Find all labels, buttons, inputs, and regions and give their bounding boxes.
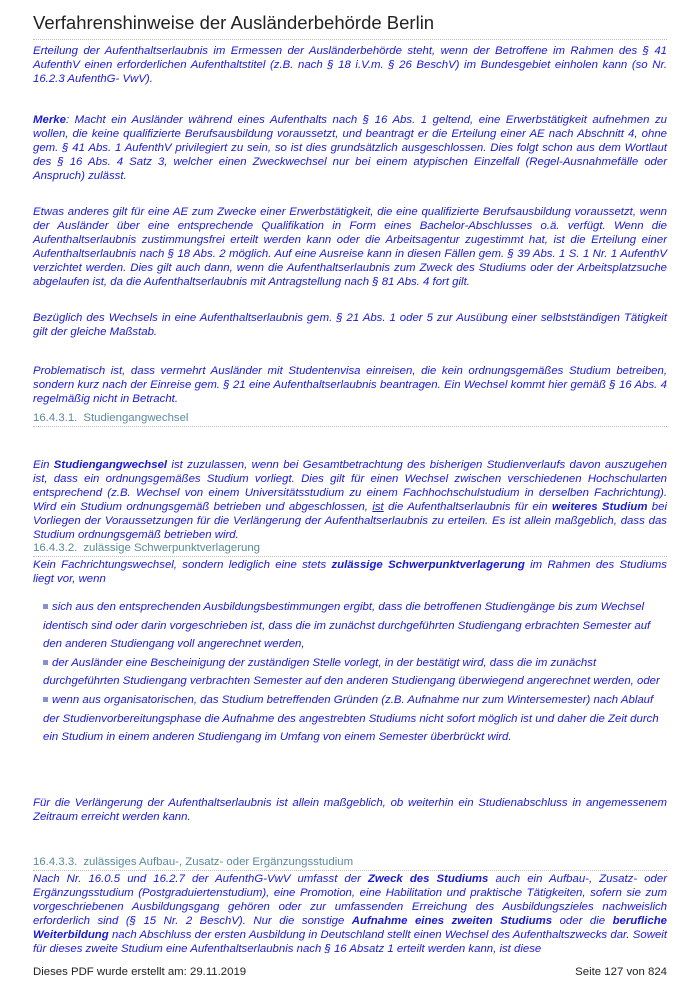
underlined-term: ist xyxy=(372,501,384,514)
bold-term: berufliche Weiterbildung xyxy=(33,915,667,942)
bullet-list xyxy=(43,598,667,747)
list-item xyxy=(43,598,667,654)
section-number: 16.4.3.2. xyxy=(33,542,78,554)
section-heading-16-4-3-3 xyxy=(33,856,667,871)
section-number: 16.4.3.3. xyxy=(33,856,78,868)
list-item-text: sich aus den entsprechenden Ausbildungsbestimmungen ergibt, dass die betroffenen Studiengänge bis zum Wechsel identisch sind oder darin vorgeschrieben ist, dass die im zunächst durchgeführten Studiengang erbrachten Semester auf den anderen Studiengang voll angerechnet werden, xyxy=(43,601,651,651)
paragraph-4: Bezüglich des Wechsels in eine Aufenthaltserlaubnis gem. § 21 Abs. 1 oder 5 zur Ausübung einer selbstständigen Tätigkeit gilt der gleiche Maßstab. xyxy=(33,312,667,339)
text-run: auch ein Aufbau-, Zusatz- oder Ergänzungsstudium (Postgraduiertenstudium), eine Promotion, eine Habilitation und praktische Tätigkeiten, sofern sie zum vorgeschriebenen Ausbildungsgang gehören oder zur umfassenden Erreichung des Ausbildungszieles nachweislich erforderlich sind (§ 15 Nr. 2 BeschV). Nur die sonstige xyxy=(33,873,668,928)
text-run: bei Vorliegen der Voraussetzungen für die Verlängerung der Aufenthaltserlaubnis zu erteilen. Es ist allein maßgeblich, dass das Studium ordnungsgemäß betrieben wird. xyxy=(33,501,667,542)
text-run: oder die xyxy=(552,915,613,928)
merke-label: Merke xyxy=(33,114,66,126)
square-bullet-icon xyxy=(43,697,48,702)
paragraph-5: Problematisch ist, dass vermehrt Ausländer mit Studentenvisa einreisen, die kein ordnungsgemäßes Studium betreiben, sondern kurz nach der Einreise gem. § 21 eine Aufenthaltserlaubnis beantragen. Ein Wechsel kommt hier gemäß § 16 Abs. 4 regelmäßig nicht in Betracht. xyxy=(33,365,667,406)
section-number: 16.4.3.1. xyxy=(33,412,78,424)
section-heading-16-4-3-2 xyxy=(33,542,667,557)
section-heading-16-4-3-1 xyxy=(33,412,667,427)
list-item-text: wenn aus organisatorischen, das Studium betreffenden Gründen (z.B. Aufnahme nur zum Wintersemester) nach Ablauf der Studienvorbereitungsphase die Aufnahme des angestrebten Studiums nicht sofort möglich ist und daher die Zeit durch ein Studium in einem anderen Studiengang im Umfang von einem Semester überbrückt wird. xyxy=(43,693,659,744)
section-title: Studiengangwechsel xyxy=(83,412,189,424)
bold-term: Studiengangwechsel xyxy=(53,459,168,471)
list-item xyxy=(43,691,667,747)
section-title: zulässiges Aufbau-, Zusatz- oder Ergänzungsstudium xyxy=(83,856,354,868)
paragraph-1: Erteilung der Aufenthaltserlaubnis im Ermessen der Ausländerbehörde steht, wenn der Betroffene im Rahmen des § 41 AufenthV einen erforderlichen Aufenthaltstitel (z.B. nach § 18 i.V.m. § 26 BeschV) im Bundesgebiet einholen kann (so Nr. 16.2.3 AufenthG- VwV). xyxy=(33,45,667,86)
footer-created-date: Dieses PDF wurde erstellt am: 29.11.2019 xyxy=(33,966,247,978)
text-run: im Rahmen des Studiums liegt vor, wenn xyxy=(33,559,667,586)
bold-term: zulässige Schwerpunktverlagerung xyxy=(331,559,525,571)
text-run: ist zuzulassen, wenn bei Gesamtbetrachtung des bisherigen Studienverlaufs davon auszugehen ist, dass ein ordnungsgemäßes Studium vorliegt. Dies gilt für einen Wechsel zwischen verschiedenen Hochschularten entsprechend (z.B. Wechsel von einem Universitätsstudium zu einem Fachhochschulstudium in derselben Fachrichtung). Wird ein Studium ordnungsgemäß betrieben und abgeschlossen, xyxy=(33,459,667,514)
paragraph-aufbaustudium xyxy=(33,872,667,957)
paragraph-studiengangwechsel xyxy=(33,458,667,543)
page-title: Verfahrenshinweise der Ausländerbehörde Berlin xyxy=(33,12,667,40)
text-run: Ein xyxy=(33,459,54,471)
section-title: zulässige Schwerpunktverlagerung xyxy=(83,542,260,554)
square-bullet-icon xyxy=(43,604,48,609)
paragraph-merke xyxy=(33,113,667,183)
bold-term: Zweck des Studiums xyxy=(367,873,489,885)
bold-term: Aufnahme eines zweiten Studiums xyxy=(351,915,553,928)
paragraph-3: Etwas anderes gilt für eine AE zum Zwecke einer Erwerbstätigkeit, die eine qualifizierte Berufsausbildung voraussetzt, wenn der Ausländer über eine entsprechende Qualifikation in Form eines Bachelor-Abschlusses o.ä. verfügt. Wenn die Aufenthaltserlaubnis zustimmungsfrei erteilt werden kann oder die Arbeitsagentur zugestimmt hat, ist die Erteilung einer Aufenthaltserlaubnis nach § 18 Abs. 2 möglich. Auf eine Ausreise kann in diesen Fällen gem. § 39 Abs. 1 S. 1 Nr. 1 AufenthV verzichtet werden. Dies gilt auch dann, wenn die Aufenthaltserlaubnis zum Zweck des Studiums oder der Arbeitsplatzsuche abgelaufen ist, da die Aufenthaltserlaubnis mit Antragstellung nach § 81 Abs. 4 fort gilt. xyxy=(33,206,667,289)
list-item xyxy=(43,654,667,691)
text-run: Nach Nr. 16.0.5 und 16.2.7 der AufenthG-VwV umfasst der xyxy=(33,873,368,885)
list-item-text: der Ausländer eine Bescheinigung der zuständigen Stelle vorlegt, in der bestätigt wird, dass die im zunächst durchgeführten Studiengang verbrachten Semester auf den anderen Studiengang überwiegend angerechnet werden, oder xyxy=(43,656,660,688)
paragraph-verlaengerung: Für die Verlängerung der Aufenthaltserlaubnis ist allein maßgeblich, ob weiterhin ein Studienabschluss in angemessenem Zeitraum erreicht werden kann. xyxy=(33,797,667,824)
text-run: Kein Fachrichtungswechsel, sondern lediglich eine stets xyxy=(33,559,332,571)
square-bullet-icon xyxy=(43,660,48,665)
text-run: nach Abschluss der ersten Ausbildung in Deutschland stellt einen Wechsel des Aufenthaltszwecks dar. Soweit für dieses zweite Studium eine Aufenthaltserlaubnis nach § 16 Absatz 1 erteilt werden kann, ist diese xyxy=(33,929,667,956)
paragraph-schwerpunkt-intro xyxy=(33,558,667,586)
bold-term: weiteres Studium xyxy=(551,501,648,514)
footer-page-number: Seite 127 von 824 xyxy=(575,966,667,978)
text-run: die Aufenthaltserlaubnis für ein xyxy=(383,501,552,514)
merke-text: : Macht ein Ausländer während eines Aufenthalts nach § 16 Abs. 1 geltend, eine Erwerbstätigkeit aufnehmen zu wollen, die keine qualifizierte Berufsausbildung voraussetzt, und beantragt er die Erteilung einer AE nach Abschnitt 4, ohne gem. § 41 Abs. 1 AufenthV privilegiert zu sein, so ist dies grundsätzlich ausgeschlossen. Dies folgt schon aus dem Wortlaut des § 16 Abs. 4 Satz 3, welcher einen Zweckwechsel nur bei einem atypischen Einzelfall (Regel-Ausnahmefälle oder Anspruch) zulässt. xyxy=(33,114,667,183)
